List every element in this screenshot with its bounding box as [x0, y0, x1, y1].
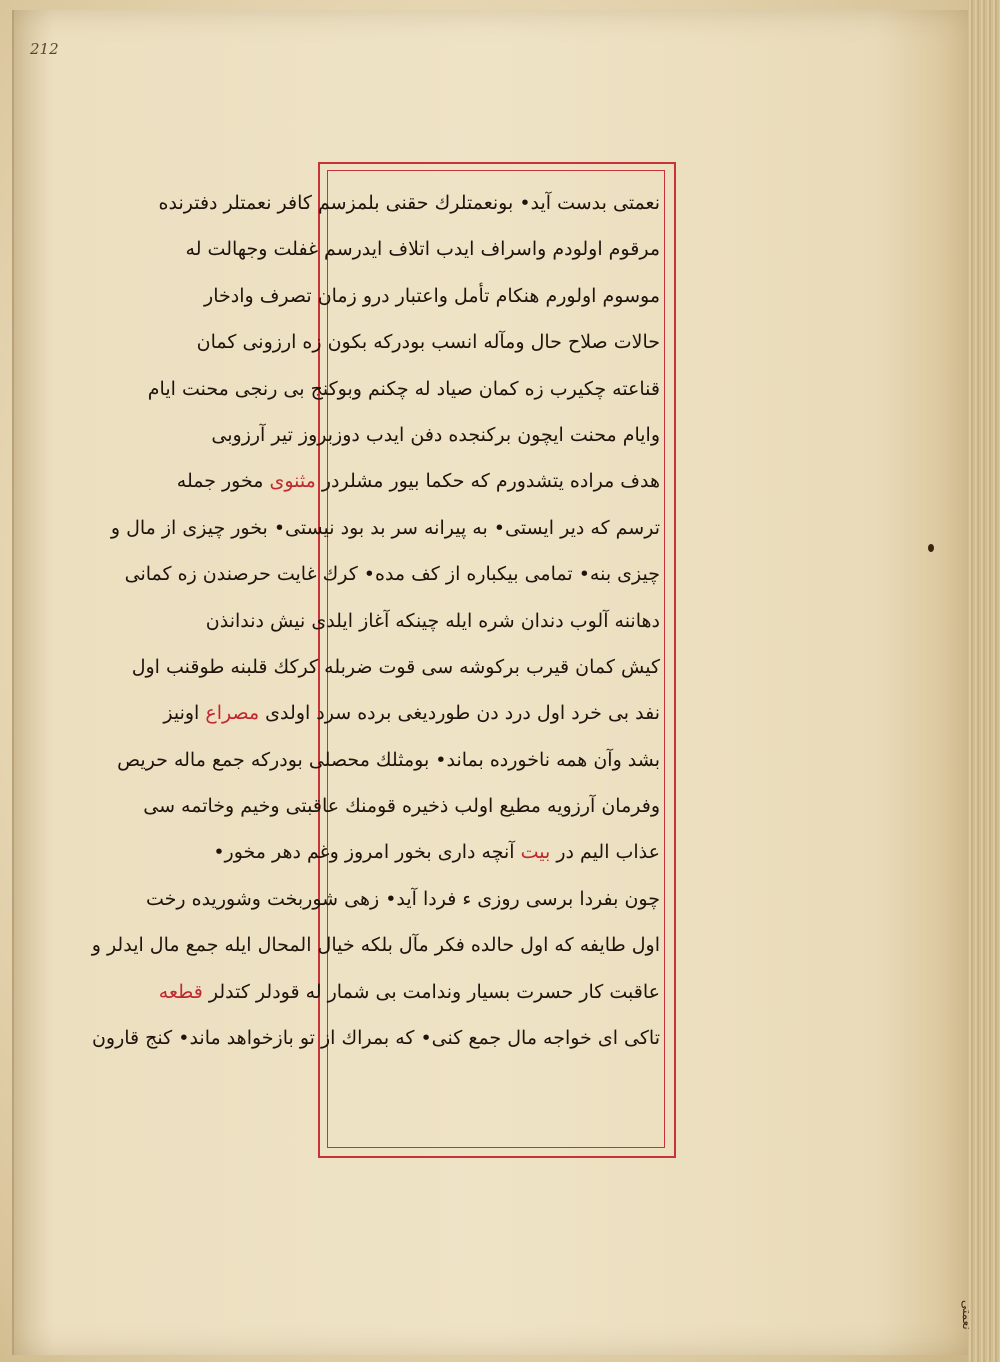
text-span: ترسم که دیر ایستی• به پیرانه سر بد بود نیستی• بخور چیزی از مال و — [110, 516, 660, 539]
rubric-word: قطعه — [158, 980, 203, 1003]
text-span: حالات صلاح حال ومآله انسب بودرکه بکون زه ارزونی کمان — [196, 331, 660, 354]
text-line — [146, 876, 660, 922]
text-span: آنچه داری بخور امروز وغم دهر مخور• — [213, 841, 521, 864]
text-span: عاقبت کار حسرت بسیار وندامت بی شمار له قودلر کتدلر — [202, 980, 660, 1003]
text-line — [124, 551, 660, 597]
text-span: دهاننه آلوب دندان شره ایله چینکه آغاز ایلدی نیش دندانذن — [205, 609, 660, 632]
text-block — [91, 180, 660, 1140]
text-span: قناعته چکیرب زه کمان صیاد له چکنم وبوکنج بی رنجی محنت ایام — [147, 377, 660, 400]
text-line — [131, 644, 660, 690]
text-span: چون بفردا برسی روزی ء فردا آید• زهی شوربخت وشوریده رخت — [146, 887, 660, 910]
text-line — [205, 598, 660, 644]
folio-number: 212 — [30, 40, 59, 58]
rubric-word: بیت — [520, 841, 551, 864]
text-span: کیش کمان قیرب برکوشه سی قوت ضربله کرکك قلبنه طوقنب اول — [131, 655, 660, 678]
rubric-word: مصراع — [205, 702, 260, 725]
text-line — [147, 366, 660, 412]
page-edges — [968, 0, 1000, 1362]
text-line — [213, 829, 660, 875]
text-line — [211, 412, 660, 458]
text-span: نعمتی بدست آید• بونعمتلرك حقنی بلمزسم کافر نعمتلر دفترنده — [158, 192, 660, 214]
text-span: مرقوم اولودم واسراف ایدب اتلاف ایدرسم غفلت وجهالت له — [185, 238, 660, 261]
text-line — [158, 969, 660, 1015]
text-span: مخور جمله — [176, 470, 270, 493]
rubric-word: مثنوی — [269, 470, 316, 493]
text-span: اول طایفه که اول حالده فکر مآل بلکه خیال المحال ایله جمع مال ایدلر و — [91, 934, 660, 957]
text-line — [110, 505, 660, 551]
text-span: اونیز — [163, 702, 206, 725]
text-line — [204, 273, 660, 319]
text-span: هدف مراده یتشدورم که حکما بیور مشلردر — [315, 470, 660, 493]
text-line — [163, 690, 660, 736]
text-span: موسوم اولورم هنکام تأمل واعتبار درو زمان تصرف وادخار — [204, 284, 660, 307]
catchword: نعمتی — [960, 1300, 974, 1330]
text-line — [176, 458, 660, 504]
text-line — [196, 319, 660, 365]
text-line — [158, 180, 660, 226]
text-span: بشد وآن همه ناخورده بماند• بومثلك محصلی بودرکه جمع ماله حریص — [117, 748, 660, 771]
text-line — [117, 737, 660, 783]
text-line — [91, 1015, 660, 1061]
text-span: چیزی بنه• تمامی بیکباره از کف مده• کرك غایت حرصندن زه کمانی — [124, 563, 660, 586]
text-span: عذاب الیم در — [550, 841, 660, 864]
text-span: وفرمان آرزویه مطیع اولب ذخیره قومنك عاقبتی وخیم وخاتمه سی — [143, 795, 660, 818]
text-line — [91, 922, 660, 968]
text-line — [143, 783, 660, 829]
text-span: وایام محنت ایچون برکنجده دفن ایدب دوزبروز تیر آرزوبی — [211, 423, 660, 446]
text-span: نفد بی خرد اول درد دن طوردیغی برده سرد اولدی — [259, 702, 660, 725]
text-span: تاکی ای خواجه مال جمع کنی• که بمراك از تو بازخواهد ماند• کنج قارون — [91, 1027, 660, 1050]
text-line — [185, 226, 660, 272]
ink-stain — [928, 544, 934, 552]
